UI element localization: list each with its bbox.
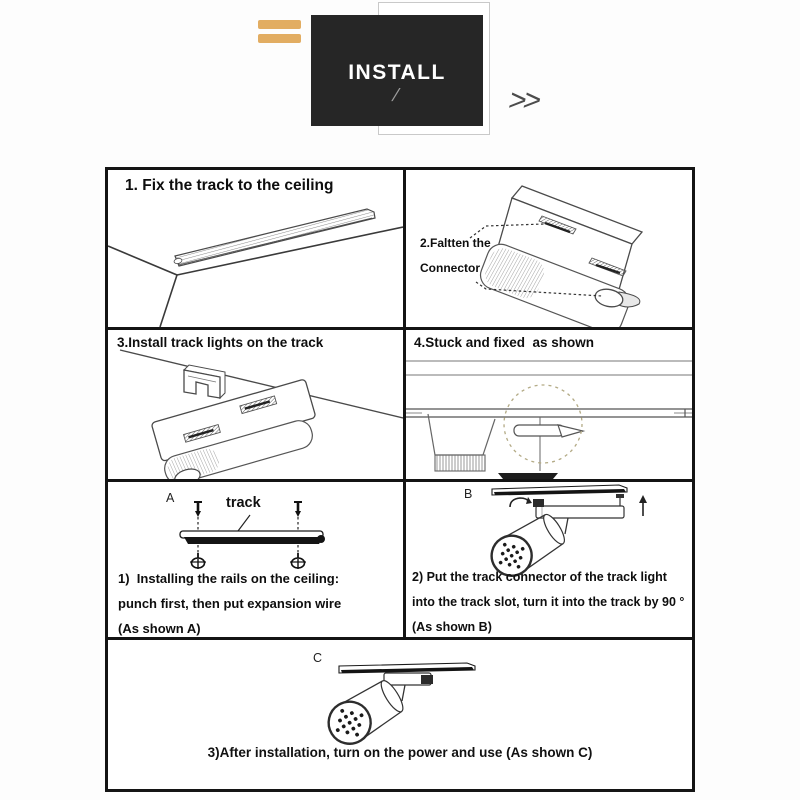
locked-in-track-drawing bbox=[406, 330, 692, 479]
screw-icon-right bbox=[294, 502, 302, 530]
figure-label-a: A bbox=[166, 491, 175, 505]
panel-step3 bbox=[108, 330, 406, 482]
step3-title: 3.Install track lights on the track bbox=[117, 335, 324, 350]
stepA-line1: 1) Installing the rails on the ceiling: bbox=[118, 571, 340, 586]
stepB-line1: 2) Put the track connector of the track light bbox=[412, 570, 667, 584]
track-bar-side bbox=[492, 485, 627, 495]
stepA-line2: punch first, then put expansion wire bbox=[118, 596, 342, 611]
panel-stepC bbox=[108, 640, 692, 789]
stepC-caption: 3)After installation, turn on the power and use (As shown C) bbox=[207, 745, 593, 760]
panel-step1 bbox=[108, 170, 406, 330]
instruction-grid bbox=[105, 167, 695, 792]
panel-stepA bbox=[108, 482, 406, 640]
rotate-to-lock-drawing bbox=[406, 482, 692, 637]
stepA-line3: (As shown A) bbox=[118, 621, 201, 636]
up-arrow-icon bbox=[639, 495, 647, 516]
install-slash-mark: / bbox=[391, 85, 400, 105]
track-part-label: track bbox=[226, 495, 261, 511]
anchor-icon-left bbox=[190, 545, 206, 569]
ceiling-corner-lines bbox=[108, 246, 177, 327]
step2-callout-line1: 2.Faltten the bbox=[420, 236, 491, 250]
track-channel-profile bbox=[184, 365, 225, 398]
figure-label-b: B bbox=[464, 487, 473, 501]
stepB-line2: into the track slot, turn it into the track by 90 ° bbox=[412, 595, 685, 609]
panel-stepB bbox=[406, 482, 692, 640]
forward-chevrons-icon: >> bbox=[505, 84, 542, 117]
highlight-dashed-circle bbox=[504, 385, 582, 463]
panel-step2 bbox=[406, 170, 692, 330]
step1-title: 1. Fix the track to the ceiling bbox=[125, 177, 334, 194]
installed-light-drawing bbox=[108, 640, 692, 789]
figure-label-c: C bbox=[313, 651, 323, 665]
track-bar-side bbox=[339, 663, 475, 673]
screw-icon-left bbox=[194, 502, 202, 530]
install-title: INSTALL bbox=[348, 61, 446, 84]
step4-title: 4.Stuck and fixed as shown bbox=[414, 335, 595, 350]
track-bar bbox=[174, 209, 375, 266]
connector-top-view bbox=[384, 673, 433, 685]
install-banner bbox=[311, 15, 483, 126]
rotate-arrow-icon bbox=[510, 497, 532, 507]
panel-step4 bbox=[406, 330, 692, 482]
track-label-leader bbox=[238, 515, 250, 531]
anchor-icon-right bbox=[290, 545, 306, 569]
step2-callout-line2: Connector bbox=[420, 261, 480, 275]
stepB-line3: (As shown B) bbox=[412, 620, 492, 634]
equals-icon bbox=[258, 20, 301, 44]
track-bar-side bbox=[180, 531, 325, 544]
spotlight-fixture bbox=[321, 675, 409, 751]
equals-bar-bottom bbox=[258, 34, 301, 43]
mount-on-track-drawing bbox=[108, 330, 403, 479]
equals-bar-top bbox=[258, 20, 301, 29]
track-side-view bbox=[406, 409, 692, 417]
light-adapter bbox=[151, 379, 324, 479]
fixture-side-view bbox=[428, 414, 583, 479]
